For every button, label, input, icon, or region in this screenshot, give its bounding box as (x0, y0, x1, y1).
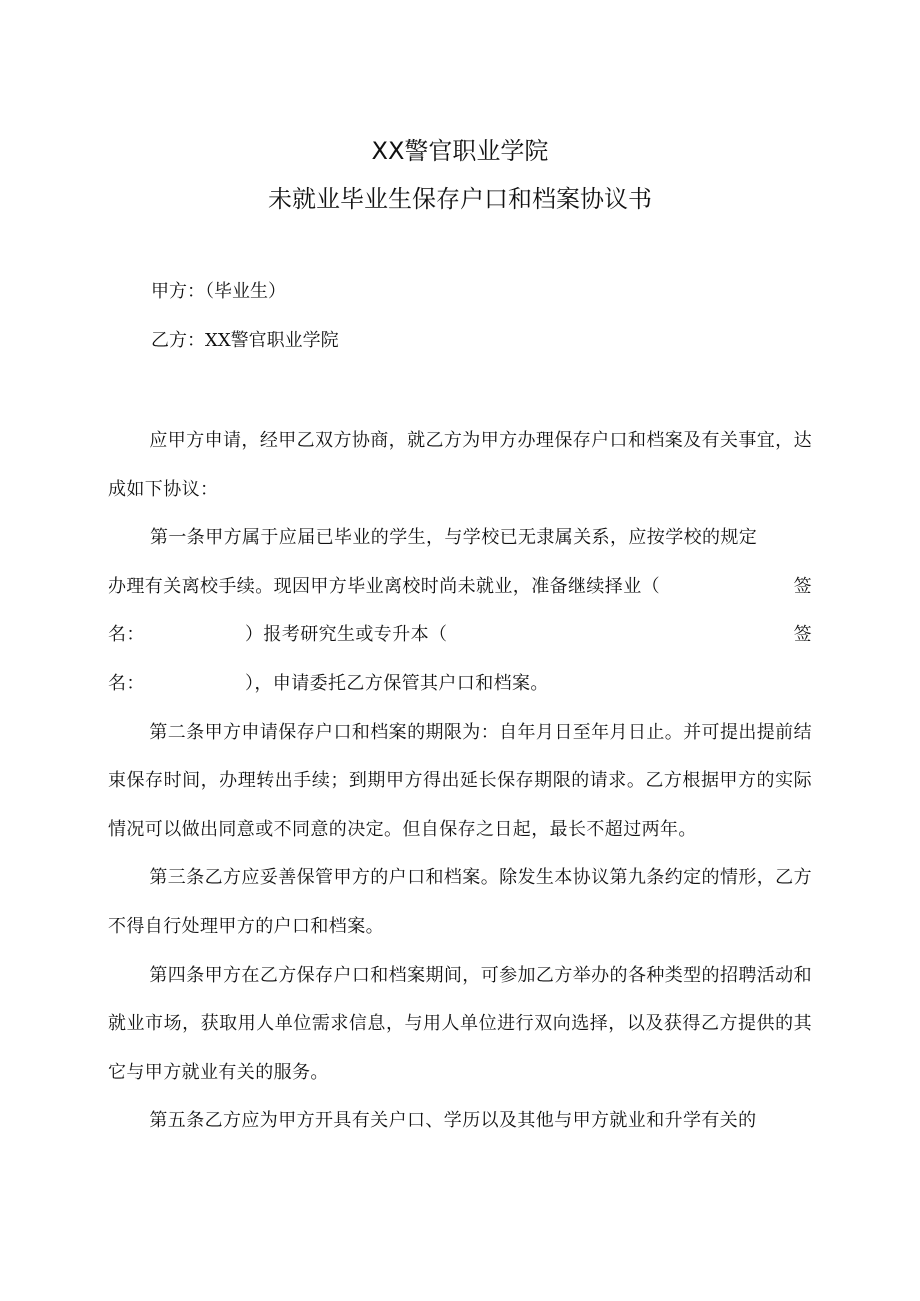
article-1 (108, 514, 812, 708)
signature-label-employment: 签 (793, 575, 812, 597)
agreement-body (108, 417, 812, 1146)
document-title-agreement: 未就业毕业生保存户口和档案协议书 (268, 185, 652, 213)
article-1-line-3 (108, 611, 812, 660)
article-1-line-4 (108, 660, 812, 709)
article-1-line-1 (108, 514, 812, 563)
party-a-line: 甲方：（毕业生） (151, 281, 286, 302)
article-1-line-2 (108, 563, 812, 612)
intro-paragraph: 应甲方申请，经甲乙双方协商，就乙方为甲方办理保存户口和档案及有关事宜，达成如下协议： (108, 430, 812, 500)
article-5: 第五条乙方应为甲方开具有关户口、学历以及其他与甲方就业和升学有关的 (149, 1110, 757, 1132)
article-1-text-3: ）报考研究生或专升本（ (245, 624, 448, 646)
article-2: 第二条甲方申请保存户口和档案的期限为：自年月日至年月日止。并可提出提前结束保存时间，办理转出手续；到期甲方得出延长保存期限的请求。乙方根据甲方的实际情况可以做出同意或不同意的决定。但自保存之日起，最长不超过两年。 (108, 721, 812, 840)
signature-name-label-2: 名： (108, 672, 145, 694)
party-b-line: 乙方：XX警官职业学院 (151, 330, 339, 351)
signature-label-study: 签 (793, 624, 812, 646)
article-4: 第四条甲方在乙方保存户口和档案期间，可参加乙方举办的各种类型的招聘活动和就业市场，获取用人单位需求信息，与用人单位进行双向选择，以及获得乙方提供的其它与甲方就业有关的服务。 (108, 964, 812, 1083)
signature-name-label-1: 名： (108, 624, 145, 646)
article-1-text-2: 办理有关离校手续。现因甲方毕业离校时尚未就业，准备继续择业（ (108, 575, 660, 597)
article-1-text-1: 第一条甲方属于应届已毕业的学生，与学校已无隶属关系，应按学校的规定 (150, 527, 758, 549)
article-1-text-4: ），申请委托乙方保管其户口和档案。 (245, 672, 549, 694)
article-3: 第三条乙方应妥善保管甲方的户口和档案。除发生本协议第九条约定的情形，乙方不得自行处理甲方的户口和档案。 (108, 867, 812, 937)
document-title-institution: XX警官职业学院 (371, 137, 549, 165)
